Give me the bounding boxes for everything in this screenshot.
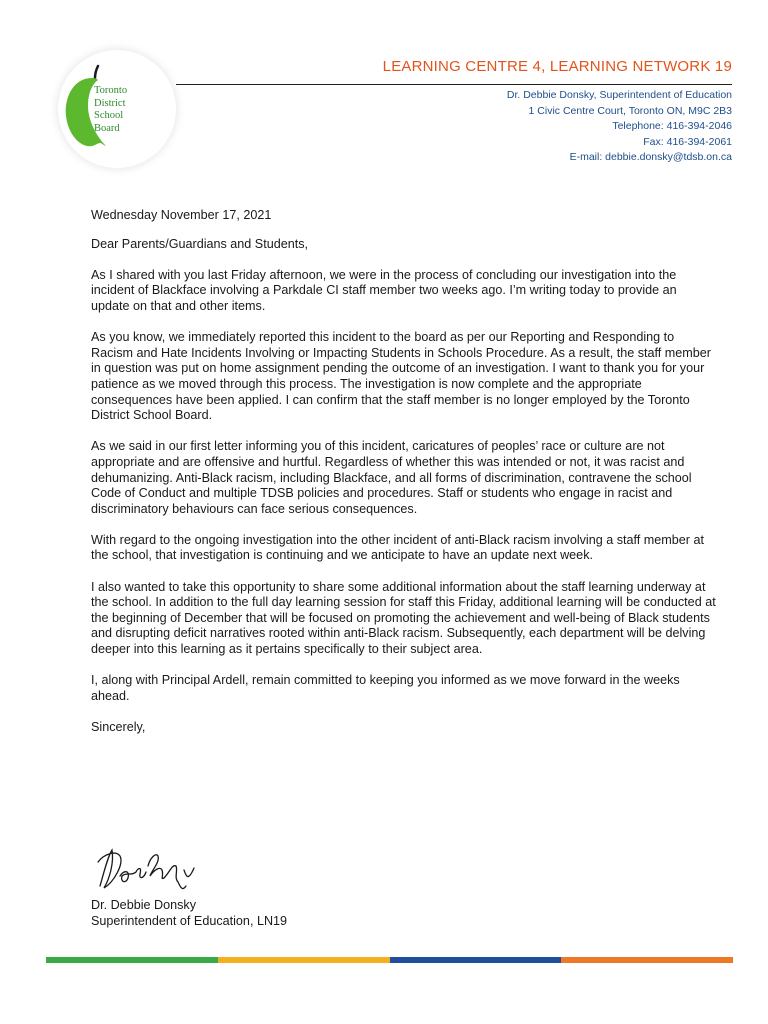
signer-name: Dr. Debbie Donsky: [91, 898, 196, 912]
logo-line: Toronto: [94, 85, 128, 96]
contact-telephone: Telephone: 416-394-2046: [612, 120, 732, 132]
footer-color-bar: [46, 957, 733, 963]
letter-paragraph: With regard to the ongoing investigation into the other incident of anti-Black racism involving a staff member at the school, that investigation is continuing and we anticipate to have an update next week.: [91, 532, 704, 563]
signer-title: Superintendent of Education, LN19: [91, 913, 288, 928]
footer-bar-yellow: [218, 957, 390, 963]
logo-wordmark: [94, 85, 127, 135]
contact-email[interactable]: E-mail: debbie.donsky@tdsb.on.ca: [569, 151, 732, 163]
logo-line: District: [94, 97, 126, 109]
letter-paragraph: As you know, we immediately reported this incident to the board as per our Reporting and Responding to Racism and Hate Incidents Involving or Impacting Students in Schools Procedure. As a result, the staff member in question was put on home assignment pending the outcome of an investigation. I want to thank you for your patience as we moved through this process. The investigation is now complete and the appropriate consequences have been applied. I can confirm that the staff member is no longer employed by the Toronto District School Board.: [91, 330, 711, 423]
letterhead-title: LEARNING CENTRE 4, LEARNING NETWORK 19: [382, 58, 732, 75]
signer-block: [91, 898, 287, 929]
footer-bar-blue: [390, 957, 562, 963]
letterhead-divider: [176, 84, 732, 85]
logo-line: School: [94, 110, 124, 121]
logo-line: Board: [94, 122, 120, 134]
signature-icon: [90, 842, 210, 898]
contact-name: Dr. Debbie Donsky, Superintendent of Education: [506, 89, 732, 101]
contact-fax: Fax: 416-394-2061: [643, 135, 732, 148]
contact-address: 1 Civic Centre Court, Toronto ON, M9C 2B3: [528, 104, 732, 117]
letter-date: Wednesday November 17, 2021: [91, 208, 272, 222]
letter-paragraph: As I shared with you last Friday afternoon, we were in the process of concluding our investigation into the incident of Blackface involving a Parkdale CI staff member two weeks ago. I’m writing today to provide an update on that and other items.: [91, 267, 677, 313]
letter-salutation: Dear Parents/Guardians and Students,: [91, 236, 309, 251]
tdsb-logo: [58, 50, 176, 168]
letter-paragraph: I, along with Principal Ardell, remain committed to keeping you informed as we move forward in the weeks ahead.: [91, 673, 680, 703]
letter-paragraph: I also wanted to take this opportunity to share some additional information about the staff learning underway at the school. In addition to the full day learning session for staff this Friday, additional learning will be conducted at the beginning of December that will be focused on promoting the achievement and well-being of Black students and disrupting deficit narratives rooted within anti-Black racism. Subsequently, each department will be delving deeper into this learning as it pertains specifically to their subject area.: [91, 579, 716, 657]
contact-block: [507, 88, 732, 166]
letter-paragraph: As we said in our first letter informing you of this incident, caricatures of peoples’ race or culture are not appropriate and are offensive and hurtful. Regardless of whether this was intended or not, it was racist and dehumanizing. Anti-Black racism, including Blackface, and all forms of discrimination, contravene the school Code of Conduct and multiple TDSB policies and procedures. Staff or students who engage in racist and discriminatory behaviours can face serious consequences.: [91, 439, 692, 516]
letter-closing: Sincerely,: [91, 720, 146, 734]
footer-bar-orange: [561, 957, 733, 963]
footer-bar-green: [46, 957, 218, 963]
letter-body: [91, 208, 716, 751]
